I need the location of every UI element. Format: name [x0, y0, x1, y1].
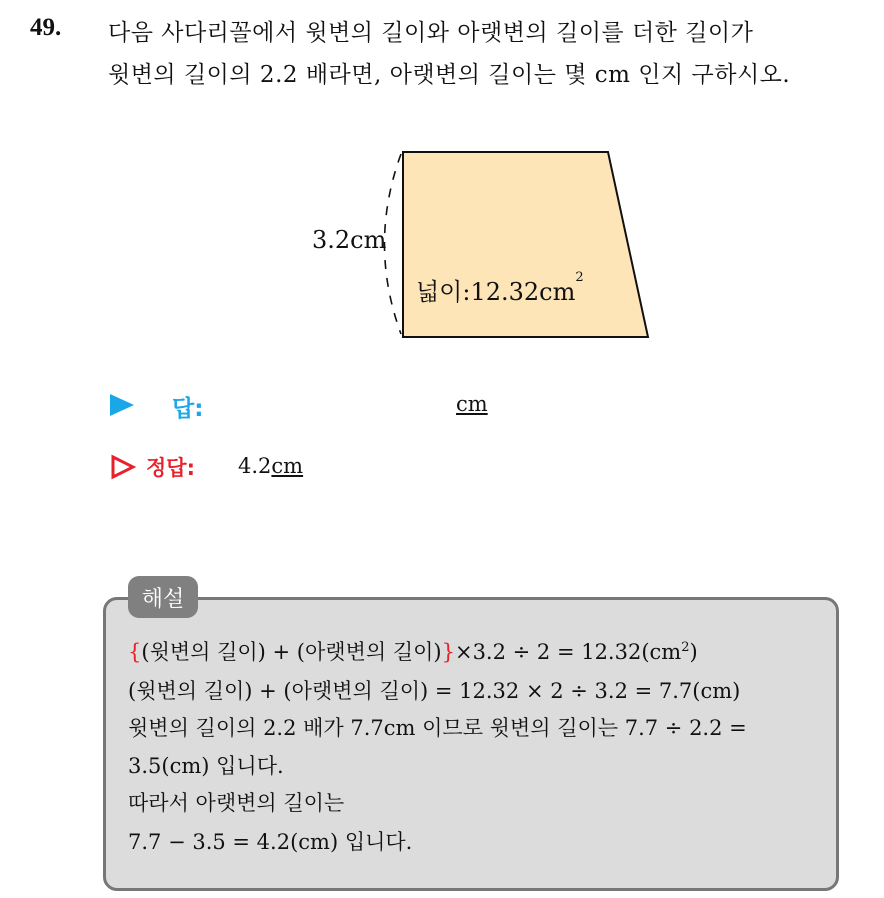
question-number: 49.	[30, 14, 62, 41]
height-label: 3.2cm	[312, 226, 387, 254]
correct-marker-icon	[110, 454, 136, 480]
correct-value-unit: cm	[271, 454, 304, 478]
solution-line-1-rest: ×3.2 ÷ 2 = 12.32(cm	[454, 640, 682, 664]
solution-line-2: (윗변의 길이) + (아랫변의 길이) = 12.32 × 2 ÷ 3.2 = 7.7(cm)	[128, 679, 741, 703]
area-text: 넓이:12.32cm	[416, 278, 576, 306]
solution-line-1	[128, 636, 698, 666]
solution-open-brace: {	[128, 640, 142, 664]
answer-label: 답:	[172, 396, 204, 422]
solution-line-4: 3.5(cm) 입니다.	[128, 754, 284, 778]
correct-answer-value	[238, 454, 303, 478]
solution-close-brace: }	[441, 640, 455, 664]
solution-line-3: 윗변의 길이의 2.2 배가 7.7cm 이므로 윗변의 길이는 7.7 ÷ 2.2 =	[128, 716, 747, 740]
solution-line-1-exponent: 2	[681, 640, 690, 655]
solution-line-1-end: )	[689, 640, 698, 664]
solution-tag: 해설	[128, 576, 198, 618]
solution-line-1-expr: (윗변의 길이) + (아랫변의 길이)	[141, 640, 442, 664]
area-label	[416, 272, 584, 307]
question-text-line-1: 다음 사다리꼴에서 윗변의 길이와 아랫변의 길이를 더한 길이가	[108, 20, 754, 46]
solution-line-5: 따라서 아랫변의 길이는	[128, 791, 345, 815]
correct-answer-label: 정답:	[146, 456, 195, 480]
answer-marker-icon	[110, 394, 134, 416]
height-brace	[385, 154, 402, 334]
question-text-line-2: 윗변의 길이의 2.2 배라면, 아랫변의 길이는 몇 cm 인지 구하시오.	[108, 62, 791, 88]
solution-line-6: 7.7 − 3.5 = 4.2(cm) 입니다.	[128, 830, 413, 854]
correct-value-number: 4.2	[238, 454, 272, 478]
trapezoid-shape	[403, 152, 648, 337]
answer-unit: cm	[456, 392, 488, 416]
area-exponent: 2	[575, 270, 584, 285]
